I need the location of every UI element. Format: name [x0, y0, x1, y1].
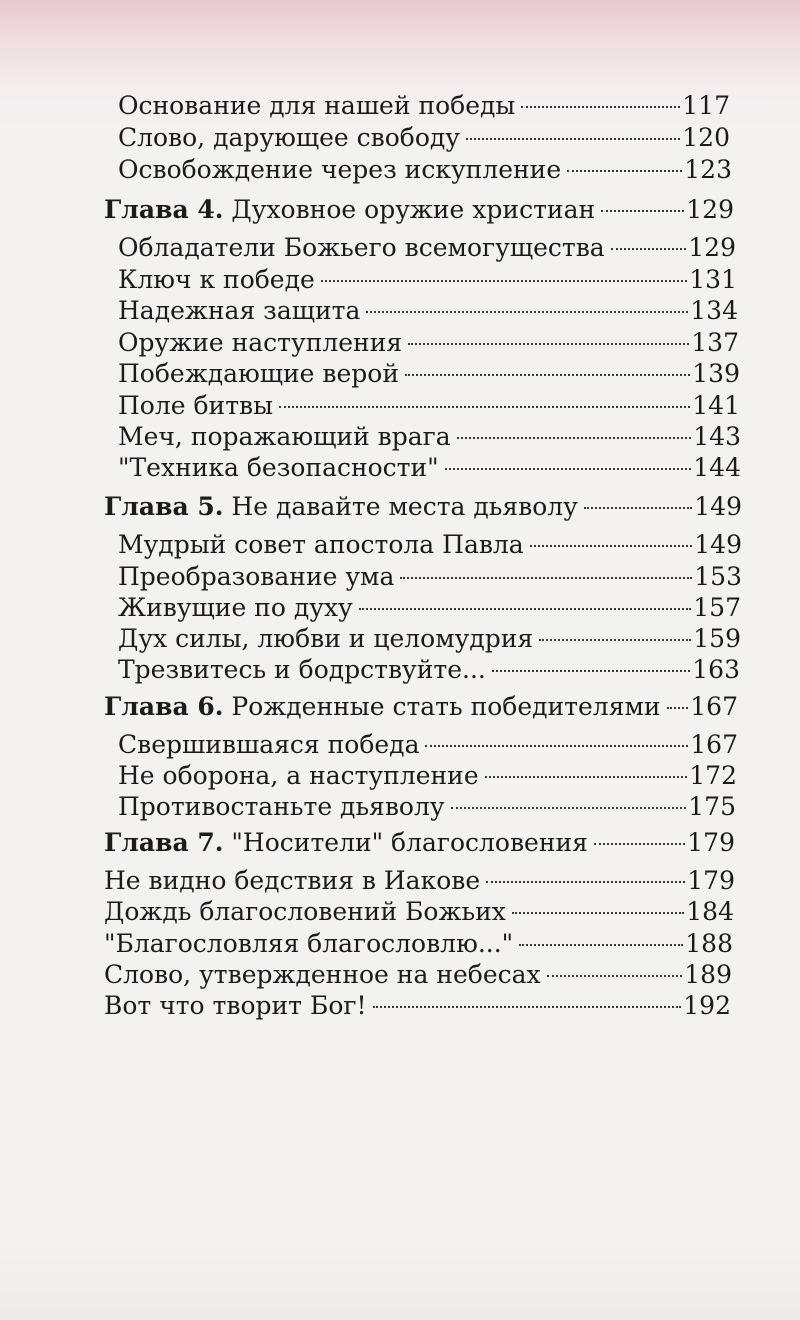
toc-entry-title: Основание для нашей победы: [118, 91, 516, 120]
toc-entry: [118, 422, 741, 452]
toc-entry-title: Надежная защита: [118, 296, 361, 325]
toc-entry: [104, 929, 733, 959]
toc-entry: [104, 991, 731, 1021]
dot-leader: [594, 843, 685, 845]
dot-leader: [445, 468, 692, 470]
toc-entry-page: 149: [694, 530, 742, 559]
dot-leader: [485, 776, 688, 778]
dot-leader: [486, 881, 685, 883]
toc-entry-page: 144: [693, 453, 741, 482]
toc-entry: [118, 530, 742, 560]
toc-entry-page: 179: [687, 828, 735, 857]
toc-entry: [118, 655, 740, 685]
chapter-number: Глава 5.: [104, 492, 224, 521]
toc-entry: [118, 123, 730, 153]
dot-leader: [601, 210, 684, 212]
toc-entry-title: Обладатели Божьего всемогущества: [118, 233, 605, 262]
toc-entry-page: 172: [689, 761, 737, 790]
dot-leader: [530, 545, 693, 547]
toc-entry-title: Мудрый совет апостола Павла: [118, 530, 524, 559]
dot-leader: [611, 248, 687, 250]
dot-leader: [521, 106, 680, 108]
toc-entry-title: Оружие наступления: [118, 328, 403, 357]
toc-entry-title: Меч, поражающий врага: [118, 422, 451, 451]
toc-entry: [118, 792, 736, 822]
toc-entry-title: Слово, утвержденное на небесах: [104, 960, 541, 989]
dot-leader: [667, 707, 689, 709]
toc-entry-title: Рожденные стать победителями: [231, 692, 661, 721]
toc-entry-title: Противостаньте дьяволу: [118, 792, 445, 821]
dot-leader: [321, 280, 687, 282]
toc-entry-title: Побеждающие верой: [118, 359, 399, 388]
toc-entry: [118, 233, 736, 263]
toc-entry-page: 129: [688, 233, 736, 262]
toc-entry-page: 139: [692, 359, 740, 388]
dot-leader: [547, 975, 683, 977]
toc-entry: [104, 960, 732, 990]
toc-entry-title: "Носители" благословения: [231, 828, 588, 857]
toc-entry-page: 179: [687, 866, 735, 895]
dot-leader: [279, 406, 690, 408]
toc-entry-title: Дождь благословений Божьих: [104, 897, 506, 926]
dot-leader: [366, 311, 688, 313]
toc-entry-title: Вот что творит Бог!: [104, 991, 367, 1020]
toc-entry-page: 153: [694, 562, 742, 591]
toc-entry-title: Свершившаяся победа: [118, 730, 420, 759]
toc-entry-page: 192: [683, 991, 731, 1020]
toc-entry-page: 167: [690, 692, 738, 721]
toc-entry-page: 141: [692, 391, 740, 420]
dot-leader: [567, 170, 682, 172]
toc-entry-page: 157: [693, 593, 741, 622]
toc-entry: [118, 624, 741, 654]
toc-entry: [118, 391, 740, 421]
toc-chapter-entry: [104, 692, 738, 722]
toc-entry: [118, 562, 742, 592]
toc-entry-page: 159: [693, 624, 741, 653]
toc-entry: [118, 730, 738, 760]
toc-entry-page: 188: [685, 929, 733, 958]
chapter-number: Глава 7.: [104, 828, 224, 857]
toc-entry: [118, 265, 737, 295]
toc-entry: [118, 328, 739, 358]
toc-entry: [118, 155, 732, 185]
toc-entry-title: Преобразование ума: [118, 562, 395, 591]
toc-entry-title: Не оборона, а наступление: [118, 761, 479, 790]
toc-entry-title: Поле битвы: [118, 391, 273, 420]
dot-leader: [512, 912, 684, 914]
dot-leader: [519, 944, 683, 946]
toc-entry-title: Ключ к победе: [118, 265, 315, 294]
dot-leader: [492, 670, 690, 672]
toc-entry: [118, 359, 740, 389]
toc-entry: [118, 296, 738, 326]
toc-entry-title: Не давайте места дьяволу: [231, 492, 578, 521]
toc-entry-title: Трезвитесь и бодрствуйте...: [118, 655, 486, 684]
toc-entry-page: 120: [682, 123, 730, 152]
toc-chapter-entry: [104, 195, 734, 225]
dot-leader: [405, 374, 690, 376]
toc-entry-title: Духовное оружие христиан: [231, 195, 596, 224]
toc-entry-title: Живущие по духу: [118, 593, 353, 622]
dot-leader: [359, 608, 692, 610]
toc-entry-page: 175: [688, 792, 736, 821]
toc-entry: [118, 593, 741, 623]
toc-entry-page: 134: [690, 296, 738, 325]
toc-entry-page: 189: [684, 960, 732, 989]
toc-entry-title: Слово, дарующее свободу: [118, 123, 460, 152]
toc-entry-page: 137: [691, 328, 739, 357]
toc-entry-title: "Благословляя благословлю...": [104, 929, 514, 958]
chapter-number: Глава 6.: [104, 692, 224, 721]
toc-entry: [104, 866, 735, 896]
toc-entry: [104, 897, 734, 927]
dot-leader: [400, 577, 692, 579]
dot-leader: [539, 639, 691, 641]
toc-entry-title: Освобождение через искупление: [118, 155, 562, 184]
toc-entry-page: 117: [682, 91, 730, 120]
toc-entry-page: 163: [692, 655, 740, 684]
chapter-number: Глава 4.: [104, 195, 224, 224]
toc-entry-title: Дух силы, любви и целомудрия: [118, 624, 534, 653]
toc-entry-title: Не видно бедствия в Иакове: [104, 866, 481, 895]
toc-entry: [118, 91, 730, 121]
toc-entry-page: 184: [686, 897, 734, 926]
toc-entry: [118, 453, 741, 483]
toc-chapter-entry: [104, 828, 735, 858]
dot-leader: [425, 745, 688, 747]
toc-entry-page: 143: [693, 422, 741, 451]
toc-chapter-entry: [104, 492, 742, 522]
dot-leader: [408, 343, 689, 345]
dot-leader: [584, 507, 692, 509]
dot-leader: [373, 1006, 682, 1008]
dot-leader: [457, 437, 692, 439]
toc-entry-page: 129: [686, 195, 734, 224]
toc-entry-title: "Техника безопасности": [118, 453, 439, 482]
toc-entry-page: 123: [684, 155, 732, 184]
toc-entry: [118, 761, 737, 791]
toc-entry-page: 149: [694, 492, 742, 521]
dot-leader: [451, 807, 687, 809]
toc-entry-page: 167: [690, 730, 738, 759]
dot-leader: [466, 138, 680, 140]
toc-entry-page: 131: [689, 265, 737, 294]
